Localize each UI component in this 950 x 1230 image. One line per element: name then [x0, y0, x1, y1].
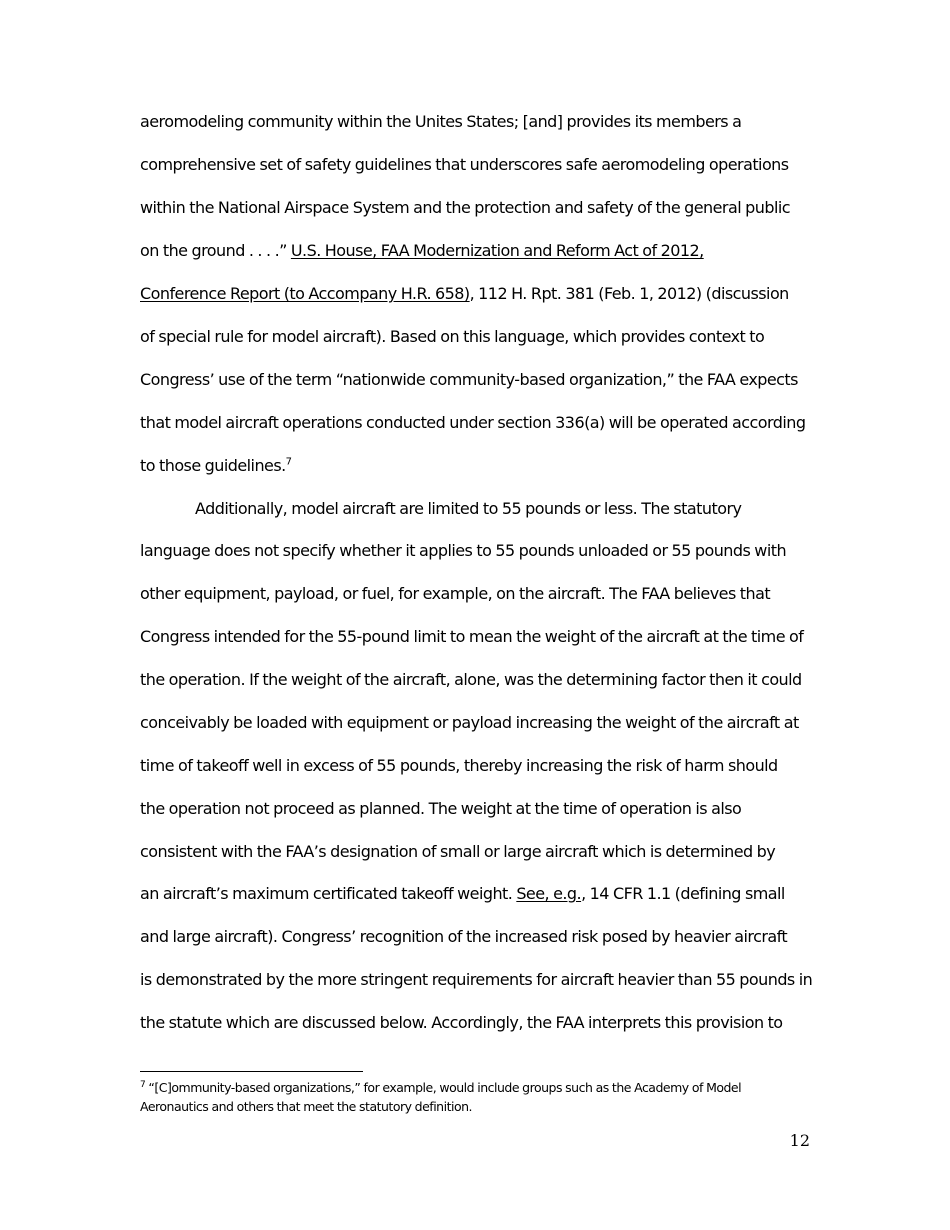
body-text: to those guidelines.: [140, 456, 286, 475]
body-line: language does not specify whether it applies to 55 pounds unloaded or 55 pounds with: [140, 541, 787, 560]
footnote-text: “[C]ommunity-based organizations,” for example, would include groups such as the Academy of Model: [145, 1080, 742, 1095]
footnote-reference: 7: [285, 456, 292, 468]
body-line: time of takeoff well in excess of 55 pounds, thereby increasing the risk of harm should: [140, 756, 778, 775]
body-line: of special rule for model aircraft). Based on this language, which provides context to: [140, 327, 765, 346]
footnote-line: Aeronautics and others that meet the statutory definition.: [140, 1099, 472, 1114]
body-line: [140, 284, 820, 304]
body-text: on the ground . . . .”: [140, 241, 291, 260]
body-line: is demonstrated by the more stringent requirements for aircraft heavier than 55 pounds in: [140, 970, 813, 989]
body-line: the statute which are discussed below. Accordingly, the FAA interprets this provision to: [140, 1013, 783, 1032]
citation-link: U.S. House, FAA Modernization and Reform Act of 2012,: [290, 241, 704, 260]
page-number: 12: [789, 1131, 810, 1150]
body-text: , 112 H. Rpt. 381 (Feb. 1, 2012) (discussion: [469, 284, 789, 303]
body-line: Congress’ use of the term “nationwide community-based organization,” the FAA expects: [140, 370, 798, 389]
body-line: other equipment, payload, or fuel, for example, on the aircraft. The FAA believes that: [140, 584, 771, 603]
footnote-line: [140, 1080, 830, 1096]
body-line: that model aircraft operations conducted under section 336(a) will be operated according: [140, 413, 806, 432]
body-text: , 14 CFR 1.1 (defining small: [581, 884, 785, 903]
body-line: [140, 456, 820, 476]
footnote-separator: [140, 1071, 363, 1072]
footnote-number: 7: [140, 1079, 146, 1090]
body-line: conceivably be loaded with equipment or payload increasing the weight of the aircraft at: [140, 713, 799, 732]
body-line: within the National Airspace System and the protection and safety of the general public: [140, 198, 790, 217]
body-line: comprehensive set of safety guidelines that underscores safe aeromodeling operations: [140, 155, 789, 174]
body-line: the operation. If the weight of the aircraft, alone, was the determining factor then it could: [140, 670, 802, 689]
citation-signal: See, e.g.: [516, 884, 582, 903]
citation-link: Conference Report (to Accompany H.R. 658): [140, 284, 470, 303]
paragraph-first-line: Additionally, model aircraft are limited to 55 pounds or less. The statutory: [195, 499, 742, 518]
body-line: the operation not proceed as planned. The weight at the time of operation is also: [140, 799, 742, 818]
body-line: and large aircraft). Congress’ recognition of the increased risk posed by heavier aircraft: [140, 927, 788, 946]
body-text: an aircraft’s maximum certificated takeoff weight.: [140, 884, 517, 903]
body-line: aeromodeling community within the Unites States; [and] provides its members a: [140, 112, 742, 131]
body-line: consistent with the FAA’s designation of small or large aircraft which is determined by: [140, 842, 776, 861]
body-line: Congress intended for the 55-pound limit to mean the weight of the aircraft at the time of: [140, 627, 804, 646]
body-line: [140, 241, 820, 261]
body-line: [140, 884, 820, 904]
